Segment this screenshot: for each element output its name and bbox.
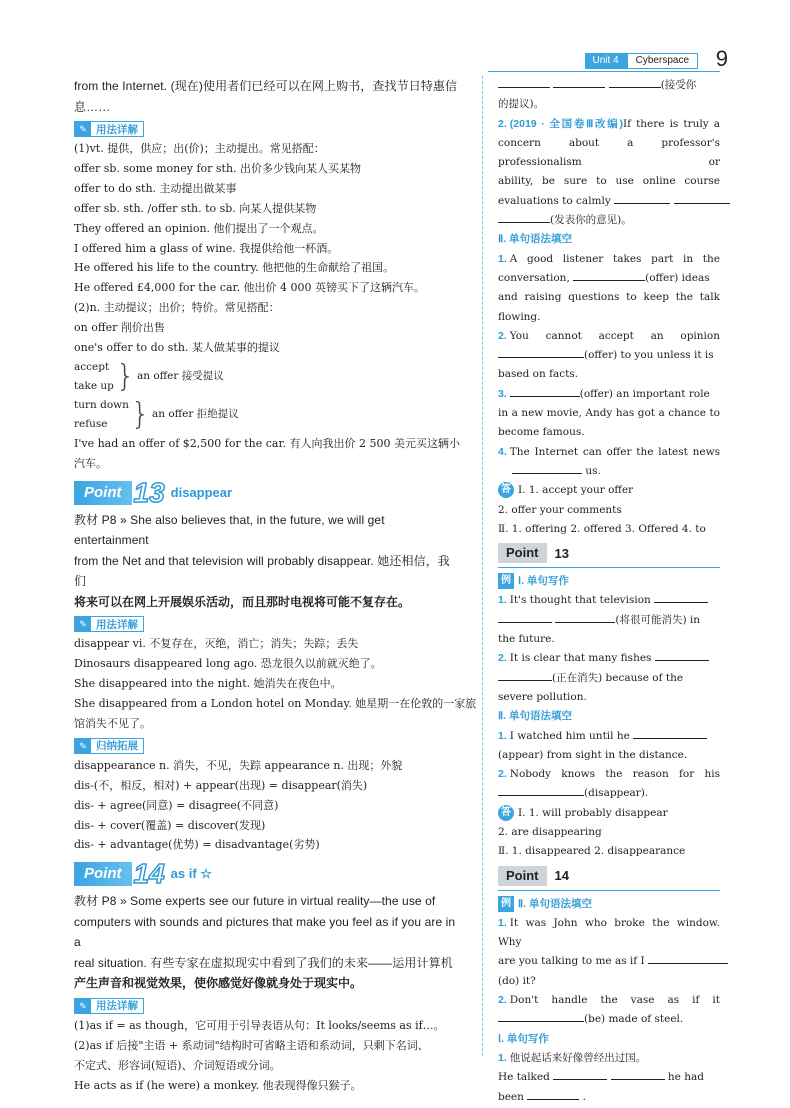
usage-tag: ✎ 用法详解 [74,616,144,632]
example-icon: 例 [498,573,514,589]
text-line: She disappeared from a London hotel on Monday. 她星期一在伦敦的一家旅 [74,697,477,710]
text-line: He offered his life to the country. 他把他的生命献给了祖国。 [74,261,395,275]
brace-group: accept take up } an offer 接受提议 [74,358,224,394]
intro-line: from the Internet. (现在)使用者们已经可以在网上购书，查找节日特惠信 [74,79,458,93]
exercise-line: 3. (offer) an important role [498,385,720,404]
exercise-line: concern about a professor's professionalism or [498,136,720,169]
exercise-line: 2. (2019 · 全国卷Ⅲ改编)If there is truly a [498,117,720,130]
bulb-icon: ✎ [75,617,91,631]
answer-line: Ⅱ. 1. disappeared 2. disappearance [498,845,686,858]
exercise-line: (be) made of steel. [498,1010,720,1029]
usage-tag: ✎ 用法详解 [74,998,144,1014]
exercise-line: us. [498,462,720,481]
exercise-line: 的提议)。 [498,98,545,111]
text-line: They offered an opinion. 他们提出了一个观点。 [74,221,324,235]
exercise-line: in a new movie, Andy has got a chance to [498,407,720,420]
example-icon: 例 [498,896,514,912]
bulb-icon: ✎ [75,999,91,1013]
exercise-line: become famous. [498,426,585,439]
answer-line: Ⅱ. 1. offering 2. offered 3. Offered 4. to [498,522,706,535]
text-line: 将来可以在网上开展娱乐活动，而且那时电视将可能不复存在。 [74,594,411,609]
text-line: I've had an offer of $2,500 for the car. 有人向我出价 2 500 美元买这辆小 [74,436,460,450]
text-line: from the Net and that television will probably disappear. 她还相信，我们 [74,553,450,589]
rule [498,890,720,891]
brace-group: turn down refuse } an offer 拒绝提议 [74,396,239,432]
answer-line: 2. offer your comments [498,503,622,516]
point-heading: Point 14 as if ☆ [74,861,458,887]
text-line: on offer 削价出售 [74,321,165,335]
text-line: 产生声音和视觉效果，使你感觉好像就身处于现实中。 [74,976,363,991]
exercise-line: (发表你的意见)。 [498,211,720,230]
header-rule [488,71,720,72]
point-heading: Point 13 disappear [74,480,458,506]
exercise-line: 2. Nobody knows the reason for his [498,768,720,781]
exercise-line: (offer) to you unless it is [498,346,720,365]
page-number: 9 [715,46,728,71]
exercise-line: (正在消失) because of the [498,669,720,688]
exercise-line: 1. I watched him until he [498,727,720,746]
exercise-line: (disappear). [498,784,720,803]
exercise-line: severe pollution. [498,690,587,703]
text-line: 汽车。 [74,456,107,470]
rule [498,567,720,568]
unit-label: Unit 4 [585,53,627,69]
point-heading: Point 14 [498,865,720,887]
text-line: disappear vi. 不复存在，灭绝，消亡；消失；失踪；丢失 [74,637,359,651]
text-line: computers with sounds and pictures that make you feel as if you are in a [74,914,456,950]
exercise-line: the future. [498,633,555,646]
exercise-line: 2. You cannot accept an opinion [498,329,720,342]
text-line: offer sb. some money for sth. 出价多少钱向某人买某物 [74,161,362,175]
exercise-line: (do) it? [498,974,536,987]
exercise-line: 1. 他说起话来好像曾经出过国。 [498,1051,647,1064]
exercise-line: (appear) from sight in the distance. [498,748,688,761]
exercise-line: are you talking to me as if I [498,952,720,971]
text-line: 不定式、形容词(短语)、介词短语或分词。 [74,1058,281,1072]
answer-icon: 答 [498,482,514,498]
exercise-line: 4. The Internet can offer the latest news [498,445,720,458]
text-line: offer to do sth. 主动提出做某事 [74,181,237,195]
exercise-line: 1. It was John who broke the window. Why [498,916,720,949]
answer-line: 答 Ⅰ. 1. accept your offer [498,481,720,500]
section-title: Ⅱ. 单句语法填空 [498,233,573,246]
exercise-line: based on facts. [498,368,579,381]
answer-line: 答 Ⅰ. 1. will probably disappear [498,804,720,823]
text-line: He acts as if (he were) a monkey. 他表现得像只猴子。 [74,1078,362,1092]
exercise-line: ability, be sure to use online course [498,175,720,188]
exercise-line: evaluations to calmly [498,192,720,211]
text-line: He offered £4,000 for the car. 他出价 4 000 英镑买下了这辆汽车。 [74,281,426,295]
text-line: She disappeared into the night. 她消失在夜色中。 [74,677,342,691]
text-line: (2)as if 后接"主语 + 系动词"结构时可省略主语和系动词，只剩下名词、 [74,1038,429,1052]
exercise-line: He talked he had [498,1068,720,1087]
text-line: dis- + agree(同意) = disagree(不同意) [74,798,279,812]
text-line: 馆消失不见了。 [74,716,151,730]
section-title: Ⅰ. 单句写作 [498,1032,549,1045]
text-line: (1)as if = as though，它可用于引导表语从句：It looks/seems as if…。 [74,1018,445,1032]
text-line: dis- + advantage(优势) = disadvantage(劣势) [74,838,320,852]
exercise-line: 2. Don't handle the vase as if it [498,994,720,1007]
left-column [74,76,477,1095]
section-title: 例 Ⅰ. 单句写作 [498,572,720,591]
section-title: 例 Ⅱ. 单句语法填空 [498,895,720,914]
text-line: dis- + cover(覆盖) = discover(发现) [74,818,266,832]
text-line: disappearance n. 消失，不见，失踪 appearance n. 出现；外貌 [74,758,403,772]
section-title: Ⅱ. 单句语法填空 [498,710,573,723]
text-line: 教材 P8 » Some experts see our future in virtual reality—the use of [74,894,436,909]
exercise-line: (接受你 [498,76,720,95]
exercise-line: (将很可能消失) in [498,611,720,630]
exercise-line: been . [498,1088,720,1107]
exercise-line: and raising questions to keep the talk [498,291,720,304]
right-column [498,76,720,1107]
exercise-line: 1. It's thought that television [498,591,720,610]
text-line: 教材 P8 » She also believes that, in the future, we will get entertainment [74,512,385,548]
text-line: Dinosaurs disappeared long ago. 恐龙很久以前就灭绝了。 [74,657,382,671]
page-header [585,52,698,70]
text-line: one's offer to do sth. 某人做某事的提议 [74,341,280,355]
answer-icon: 答 [498,805,514,821]
section-label: Cyberspace [627,53,698,69]
bulb-icon: ✎ [75,739,91,753]
text-line: dis-(不，相反，相对) + appear(出现) = disappear(消失) [74,778,368,792]
intro-line: 息…… [74,99,111,114]
text-line: (2)n. 主动提议；出价；特价。常见搭配： [74,301,280,315]
text-line: I offered him a glass of wine. 我提供给他一杯酒。 [74,241,339,255]
exercise-line: 1. A good listener takes part in the [498,252,720,265]
exercise-line: 2. It is clear that many fishes [498,649,720,668]
text-line: real situation. 有些专家在虚拟现实中看到了我们的未来——运用计算机 [74,955,453,970]
bulb-icon: ✎ [75,122,91,136]
answer-line: 2. are disappearing [498,825,602,838]
usage-tag: ✎ 用法详解 [74,121,144,137]
point-heading: Point 13 [498,542,720,564]
column-divider [482,76,483,1056]
text-line: (1)vt. 提供，供应；出(价)；主动提出。常见搭配： [74,142,325,155]
exercise-line: conversation, (offer) ideas [498,269,720,288]
exercise-line: flowing. [498,310,541,323]
text-line: offer sb. sth. /offer sth. to sb. 向某人提供某物 [74,201,317,215]
summary-tag: ✎ 归纳拓展 [74,738,144,754]
